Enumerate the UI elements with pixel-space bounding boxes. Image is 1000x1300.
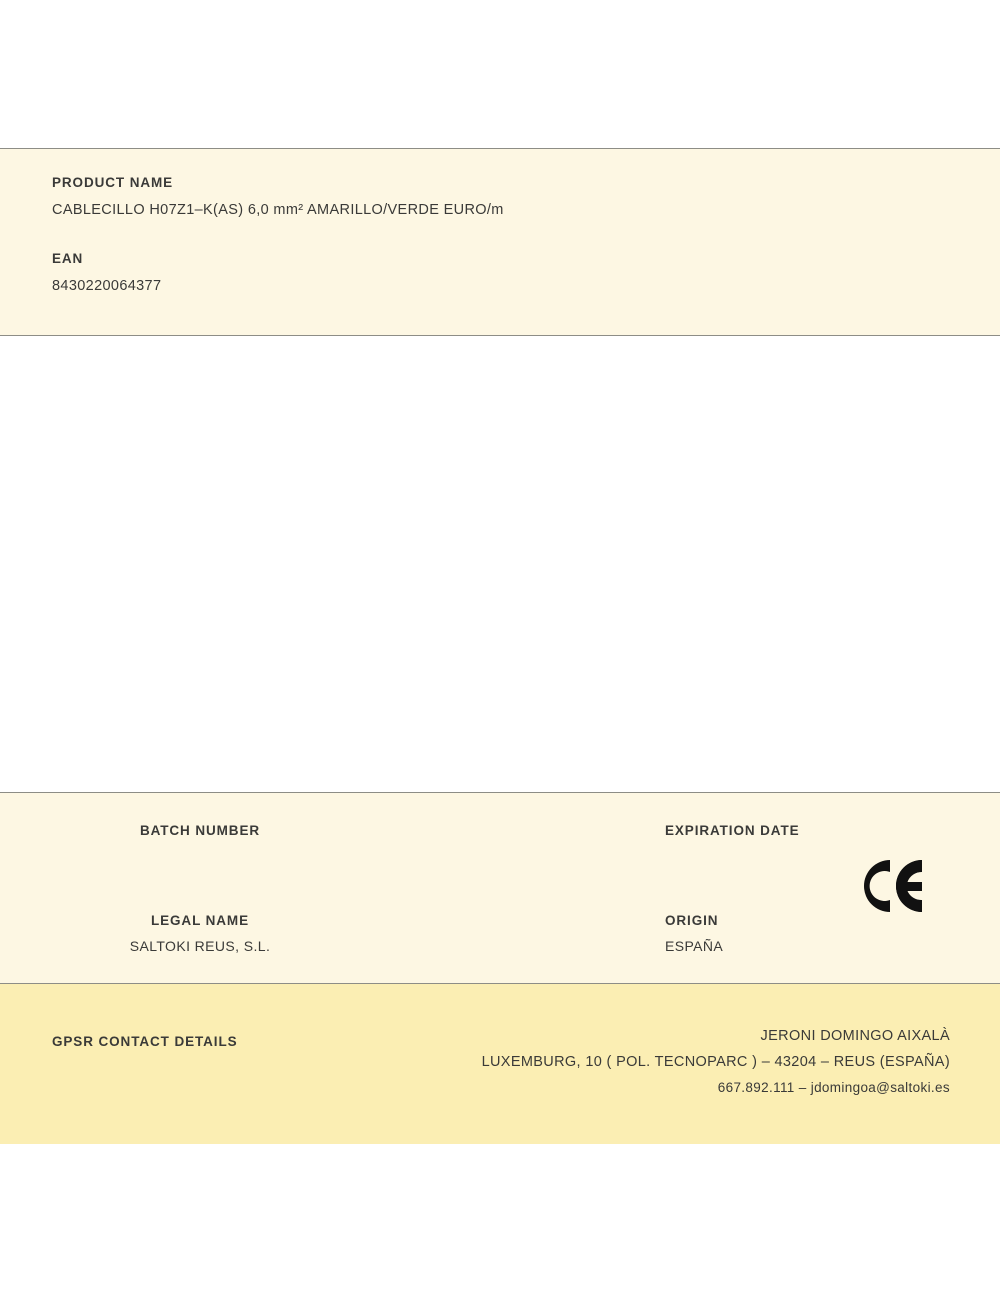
origin-value: ESPAÑA: [665, 938, 724, 954]
gpsr-contact-address: LUXEMBURG, 10 ( POL. TECNOPARC ) – 43204 – REUS (ESPAÑA): [481, 1054, 950, 1070]
expiration-date-label: EXPIRATION DATE: [665, 823, 800, 838]
ean-field: [52, 251, 948, 294]
batch-number-field: [0, 823, 500, 848]
gpsr-contact-section: [0, 984, 1000, 1144]
product-name-label: PRODUCT NAME: [52, 175, 174, 190]
gpsr-contact-phone-email: 667.892.111 – jdomingoa@saltoki.es: [717, 1080, 950, 1095]
ean-label: EAN: [52, 251, 84, 266]
product-name-value: CABLECILLO H07Z1–K(AS) 6,0 mm² AMARILLO/VERDE EURO/m: [52, 202, 504, 218]
ce-mark-icon: [855, 855, 950, 917]
legal-origin-row: [0, 913, 1000, 954]
batch-number-label: BATCH NUMBER: [139, 823, 261, 838]
legal-name-label: LEGAL NAME: [150, 913, 249, 928]
gpsr-contact-name: JERONI DOMINGO AIXALÀ: [760, 1028, 950, 1044]
expiration-date-field: [500, 823, 1000, 848]
ean-value: 8430220064377: [52, 278, 162, 294]
origin-label: ORIGIN: [665, 913, 719, 928]
origin-field: [500, 913, 1000, 954]
gpsr-label: GPSR CONTACT DETAILS: [52, 1034, 238, 1049]
product-name-field: [52, 175, 948, 218]
batch-legal-section: [0, 792, 1000, 984]
product-info-section: [0, 148, 1000, 336]
blank-content-area: [0, 336, 1000, 792]
batch-expiration-row: [0, 823, 1000, 848]
legal-name-value: SALTOKI REUS, S.L.: [129, 938, 271, 954]
footer-blank-area: [0, 1144, 1000, 1300]
gpsr-contact-details: [250, 1028, 950, 1095]
legal-name-field: [0, 913, 500, 954]
